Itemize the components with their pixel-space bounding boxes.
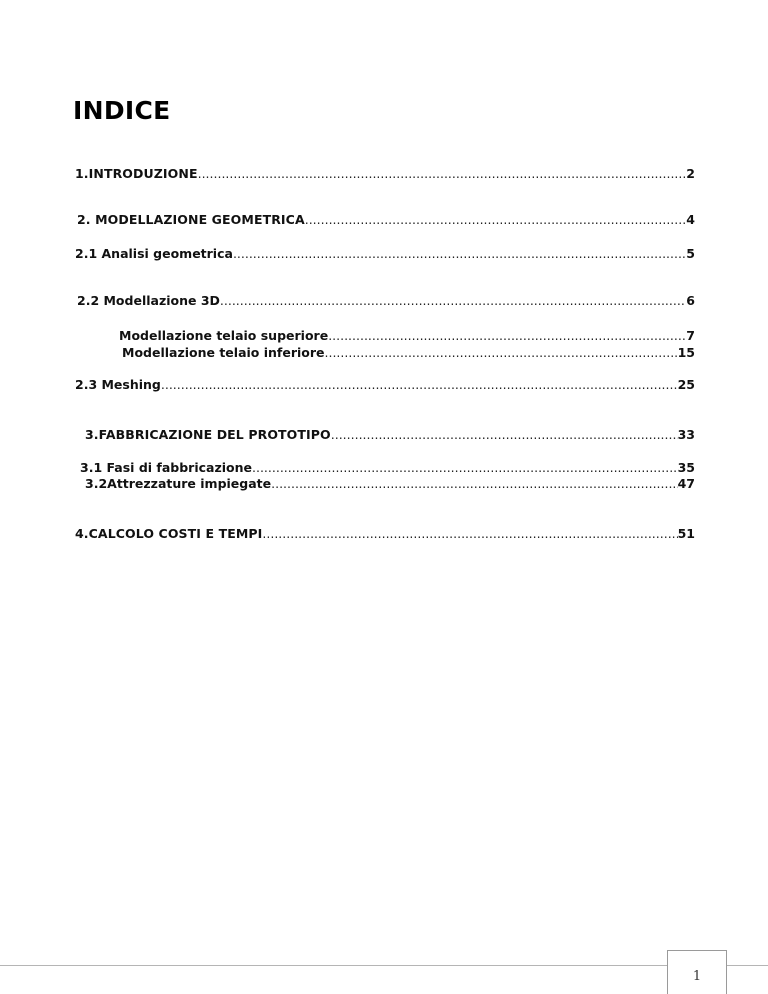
toc-entry-page: 6: [686, 293, 695, 308]
toc-leader-dots: [252, 460, 678, 476]
toc-entry-label: Modellazione telaio inferiore: [122, 345, 325, 360]
toc-leader-dots: [220, 293, 686, 309]
footer-divider: [0, 965, 768, 966]
toc-entry-telaio-superiore[interactable]: [119, 328, 695, 344]
toc-entry-fasi-fabbricazione[interactable]: [80, 460, 695, 476]
toc-entry-analisi-geometrica[interactable]: [75, 246, 695, 262]
toc-entry-modellazione-geometrica[interactable]: [77, 212, 695, 228]
toc-entry-attrezzature[interactable]: [85, 476, 695, 492]
toc-entry-label: 3.1 Fasi di fabbricazione: [80, 460, 252, 475]
toc-leader-dots: [161, 377, 678, 393]
toc-entry-label: Modellazione telaio superiore: [119, 328, 329, 343]
toc-entry-page: 5: [686, 246, 695, 261]
toc-entry-page: 51: [677, 526, 695, 541]
toc-entry-page: 33: [677, 427, 695, 442]
page-number-box: [667, 950, 727, 994]
toc-entry-telaio-inferiore[interactable]: [122, 345, 695, 361]
toc-entry-page: 35: [677, 460, 695, 475]
toc-entry-label: 1.INTRODUZIONE: [75, 166, 198, 181]
page-number: 1: [692, 969, 702, 984]
toc-leader-dots: [262, 526, 677, 542]
toc-leader-dots: [328, 328, 686, 344]
toc-entry-label: 2.2 Modellazione 3D: [77, 293, 220, 308]
toc-leader-dots: [305, 212, 687, 228]
toc-entry-page: 25: [677, 377, 695, 392]
toc-entry-label: 2.3 Meshing: [75, 377, 161, 392]
toc-leader-dots: [331, 427, 678, 443]
toc-entry-modellazione-3d[interactable]: [77, 293, 695, 309]
toc-entry-page: 7: [686, 328, 695, 343]
toc-entry-page: 15: [677, 345, 695, 360]
toc-entry-label: 2.1 Analisi geometrica: [75, 246, 233, 261]
toc-entry-label: 2. MODELLAZIONE GEOMETRICA: [77, 212, 305, 227]
page-title: INDICE: [73, 96, 171, 125]
toc-leader-dots: [271, 476, 677, 492]
toc-entry-calcolo-costi-tempi[interactable]: [75, 526, 695, 542]
toc-leader-dots: [325, 345, 678, 361]
toc-entry-page: 4: [686, 212, 695, 227]
toc-leader-dots: [233, 246, 686, 262]
toc-entry-meshing[interactable]: [75, 377, 695, 393]
toc-entry-page: 47: [677, 476, 695, 491]
toc-entry-label: 4.CALCOLO COSTI E TEMPI: [75, 526, 263, 541]
toc-entry-page: 2: [686, 166, 695, 181]
toc-entry-introduzione[interactable]: [75, 166, 695, 182]
toc-leader-dots: [198, 166, 687, 182]
toc-entry-label: 3.2Attrezzature impiegate: [85, 476, 272, 491]
toc-entry-fabbricazione-prototipo[interactable]: [85, 427, 695, 443]
toc-entry-label: 3.FABBRICAZIONE DEL PROTOTIPO: [85, 427, 331, 442]
